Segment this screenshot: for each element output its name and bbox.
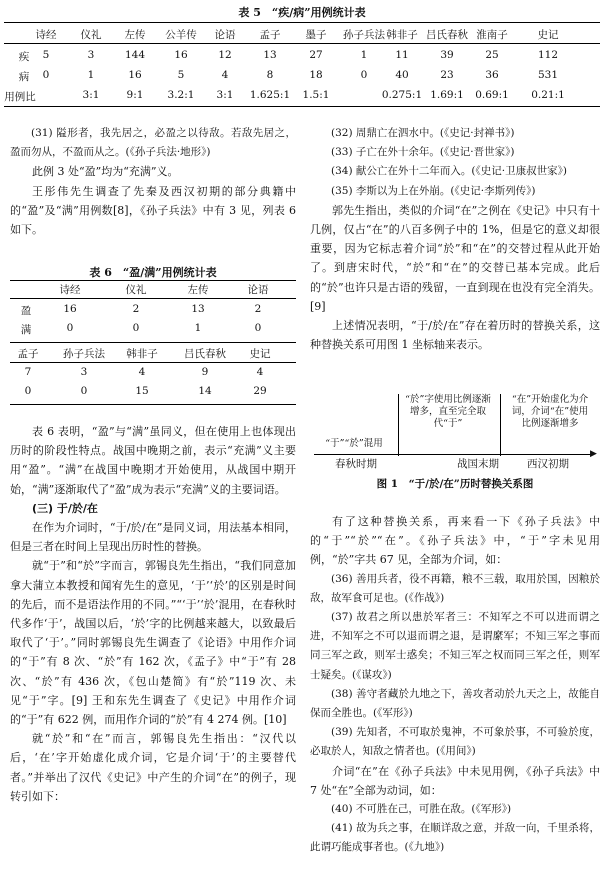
table6-cell: 2 <box>254 303 262 315</box>
figure-1 <box>310 392 600 502</box>
table6-header-cell: 诗经 <box>59 284 81 296</box>
table6-cell: 0 <box>66 322 74 334</box>
table6-cell: 1 <box>194 322 202 334</box>
para-sunzi-zai: 介词“在”在《孙子兵法》中未见用例，《孙子兵法》中 7 处“在”全部为动词，如： <box>310 764 600 797</box>
para-prep-intro: 在作为介词时，“于/於/在”是同义词，用法基本相同，但是三者在时间上呈现出历时性的替换。 <box>10 521 296 554</box>
section-heading: (三) 于/於/在 <box>32 501 98 515</box>
table5-header-cell: 韩非子 <box>386 29 418 41</box>
table6-cell: 3 <box>80 366 88 378</box>
table5-header-cell: 左传 <box>124 29 146 41</box>
table5-cell: 531 <box>537 69 559 81</box>
para-guo-yu-zai: 就“於”和“在”而言，郭锡良先生指出：“汉代以后，‘在’字开始虚化成介词，它是介词‘于’的主要替代者。”并举出了汉代《史记》中产生的介词“在”的例子，现转引如下： <box>10 732 296 803</box>
table6-caption: 表 6 “盈/满”用例统计表 <box>89 266 217 279</box>
example-39: (39) 先知者，不可取於鬼神，不可象於事，不可验於度，必取於人，知敌之情者也。(《用间》) <box>310 726 600 758</box>
axis-label-chunqiu: 春秋时期 <box>335 458 377 470</box>
table5-header-cell: 公羊传 <box>165 29 197 41</box>
table6-mid-rule <box>10 342 296 343</box>
table5-header-cell: 诗经 <box>35 29 57 41</box>
table5-cell: 12 <box>218 49 232 61</box>
table6-row-label: 盈 <box>20 305 32 317</box>
left-block-2 <box>10 422 296 806</box>
table6-header-cell: 孟子 <box>17 348 39 360</box>
table6-cell: 2 <box>132 303 140 315</box>
example-37: (37) 故君之所以患於军者三：不知军之不可以进而谓之进，不知军之不可以退而谓之退，是谓縻军；不知三军之事而同三军之政，则军士惑矣；不知三军之权而同三军之任，则军士疑矣。(《谋攻》) <box>310 611 600 681</box>
figure-divider-2 <box>500 394 501 456</box>
table5-header-cell: 墨子 <box>305 29 327 41</box>
table5-header-cell: 吕氏春秋 <box>426 29 468 41</box>
table6-header-cell: 孙子兵法 <box>63 348 105 360</box>
table6-header-cell: 吕氏春秋 <box>184 348 226 360</box>
figure-box-yu-to-yu: “於”字使用比例逐渐增多，直至完全取代“于” <box>405 394 491 429</box>
table6-cell: 14 <box>198 385 212 397</box>
table5-cell: 5 <box>42 49 50 61</box>
table6-header-cell: 仪礼 <box>125 284 147 296</box>
table5-header-cell: 仪礼 <box>80 29 102 41</box>
right-block-1 <box>310 124 600 354</box>
table6-cell: 16 <box>63 303 77 315</box>
table5-cell: 8 <box>266 69 274 81</box>
table5-cell: 3:1 <box>216 89 234 101</box>
example-34: (34) 献公亡在外十二年而入。(《史记·卫康叔世家》) <box>331 165 567 178</box>
table6-cell: 0 <box>254 322 262 334</box>
table5-cell: 36 <box>485 69 499 81</box>
table5-cell: 11 <box>395 49 409 61</box>
table5-cell: 16 <box>174 49 188 61</box>
para-replacement-intro: 上述情况表明，“于/於/在”存在着历时的替换关系，这种替换关系可用图 1 坐标轴来表示。 <box>310 319 600 352</box>
table5-caption: 表 5 “疾/病”用例统计表 <box>238 6 366 19</box>
table5-cell: 39 <box>440 49 454 61</box>
table5-cell: 0.69:1 <box>475 89 509 101</box>
para-yingman-note: 此例 3 处“盈”均为“充满”义。 <box>32 165 179 179</box>
table6-row-label: 满 <box>20 324 32 336</box>
table5-cell: 144 <box>124 49 146 61</box>
axis-label-zhanguo: 战国末期 <box>457 458 499 470</box>
figure-divider-1 <box>398 394 399 456</box>
table5-cell: 18 <box>309 69 323 81</box>
table5-cell: 23 <box>440 69 454 81</box>
table5-cell: 0.275:1 <box>381 89 423 101</box>
para-sunzi-yu: 有了这种替换关系，再来看一下《孙子兵法》中的“于”“於”“在”。《孙子兵法》中，“于”字未见用例，“於”字共 67 见，全部为介词，如： <box>310 515 600 567</box>
table5-cell: 40 <box>395 69 409 81</box>
table5-cell: 1.5:1 <box>302 89 330 101</box>
table6-cell: 13 <box>191 303 205 315</box>
table6-cell: 0 <box>132 322 140 334</box>
table6-cell: 4 <box>138 366 146 378</box>
table6-header-cell: 论语 <box>247 284 269 296</box>
table5-cell: 5 <box>177 69 185 81</box>
table5-header-cell: 孟子 <box>259 29 281 41</box>
table5-header-cell: 孙子兵法 <box>343 29 385 41</box>
para-table6-analysis: 表 6 表明，“盈”与“满”虽同义，但在使用上也体现出历时的阶段性特点。战国中晚期之前，表示“充满”义主要用“盈”。“满”在战国中晚期才开始使用，从战国中期开始，“满”逐渐取代了“盈”成为表示“充满”义的主要词语。 <box>10 425 296 496</box>
table6-header-rule <box>10 298 296 299</box>
figure-box-zai: “在”开始虚化为介词，介词“在”使用比例逐渐增多 <box>511 394 589 429</box>
table5-cell: 0 <box>42 69 50 81</box>
axis-label-xihan: 西汉初期 <box>527 458 569 470</box>
example-35: (35) 李斯以为上在外崩。(《史记·李斯列传》) <box>331 184 536 197</box>
table6-cell: 7 <box>24 366 32 378</box>
example-36: (36) 善用兵者，役不再籍，粮不三载，取用於国，因粮於敌，故军食可足也。(《作战》) <box>310 572 600 604</box>
example-31: (31) 隘形者，我先居之，必盈之以待敌。若敌先居之，盈而勿从，不盈而从之。(《孙子兵法·地形》) <box>10 127 296 159</box>
table5-cell: 1 <box>360 49 368 61</box>
example-38: (38) 善守者藏於九地之下，善攻者动於九天之上，故能自保而全胜也。(《军形》) <box>310 687 600 720</box>
right-block-2 <box>310 512 600 858</box>
table5-cell: 112 <box>537 49 559 61</box>
axis-arrow-icon: ▶ <box>590 449 597 459</box>
table6-cell: 0 <box>80 385 88 397</box>
table6-cell: 15 <box>135 385 149 397</box>
table5-cell: 25 <box>485 49 499 61</box>
table5-header-cell: 淮南子 <box>476 29 508 41</box>
table5-header-cell: 论语 <box>214 29 236 41</box>
figure-box-mixed: “于”“於”混用 <box>325 438 383 449</box>
table5-row-label: 用例比 <box>4 91 36 103</box>
example-33: (33) 子亡在外十余年。(《史记·晋世家》) <box>331 146 515 159</box>
table6-mid-rule-2 <box>10 362 296 363</box>
para-wang-survey: 王彤伟先生调查了先秦及西汉初期的部分典籍中的“盈”及“满”用例数[8]，《孙子兵法》中有 3 见，列表 6 如下。 <box>10 184 296 237</box>
table5-cell: 0.21:1 <box>531 89 565 101</box>
example-41: (41) 故为兵之事，在顺详敌之意，并敌一向，千里杀将，此谓巧能成事者也。(《九地》) <box>310 822 600 854</box>
table6-cell: 29 <box>253 385 267 397</box>
table5-cell: 4 <box>221 69 229 81</box>
table5-cell: 3:1 <box>82 89 100 101</box>
table6-bottom-rule <box>10 404 296 405</box>
figure-caption: 图 1 “于/於/在”历时替换关系图 <box>376 478 534 490</box>
table5-cell: 1.69:1 <box>430 89 464 101</box>
table5-cell: 3 <box>87 49 95 61</box>
table5-row-label: 疾 <box>18 51 30 63</box>
example-32: (32) 周鼎亡在泗水中。(《史记·封禅书》) <box>331 127 515 139</box>
table5-cell: 3.2:1 <box>167 89 195 101</box>
table5-row-label: 病 <box>18 71 30 83</box>
table5-cell: 13 <box>263 49 277 61</box>
table6-header-cell: 左传 <box>187 284 209 296</box>
table5-cell: 16 <box>128 69 142 81</box>
table5-cell: 0 <box>360 69 368 81</box>
table6-cell: 9 <box>201 366 209 378</box>
table6-cell: 4 <box>256 366 264 378</box>
table5-header-cell: 史记 <box>537 29 559 41</box>
table5-cell: 9:1 <box>126 89 144 101</box>
table6-cell: 0 <box>24 385 32 397</box>
table5-cell: 1.625:1 <box>249 89 291 101</box>
para-guo-zai-analysis: 郭先生指出，类似的介词“在”之例在《史记》中只有十几例，仅占“在”的八百多例子中的 1%，但是它的意义却很重要，因为它标志着介词“於”和“在”的交替过程从此开始了。到唐宋时代，“於”和“在”的交替已基本完成。此后的“於”也许只是古语的残留，一直到现在也没有完全消失。[9] <box>310 203 600 313</box>
example-40: (40) 不可胜在己，可胜在敌。(《军形》) <box>331 803 512 816</box>
para-guo-yu-yu: 就“于”和“於”字而言，郭锡良先生指出，“我们同意加拿大蒲立本教授和闻宥先生的意见，‘于’‘於’的区别是时间的先后，而不是语法作用的不同。”“‘于’‘於’混用，在春秋时代多作‘于’，战国以后，‘於’字的比例越来越大，以致最后取代了‘于’。”同时郭锡良先生调查了《论语》中用作介词的“于”有 8 次、“於”有 162 次，《孟子》中“于”有 28 次、“於”有 436 次，《包山楚简》有“於”119 次、未见“于”字。[9] 王和东先生调查了《史记》中用作介词的“于”有 622 例，而用作介词的“於”有 4 274 例。[10] <box>10 559 296 727</box>
figure-axis <box>314 454 594 455</box>
table6-header-cell: 韩非子 <box>126 348 158 360</box>
table5-cell: 1 <box>87 69 95 81</box>
table6 <box>0 0 300 420</box>
table6-header-cell: 史记 <box>249 348 271 360</box>
table5-cell: 27 <box>309 49 323 61</box>
